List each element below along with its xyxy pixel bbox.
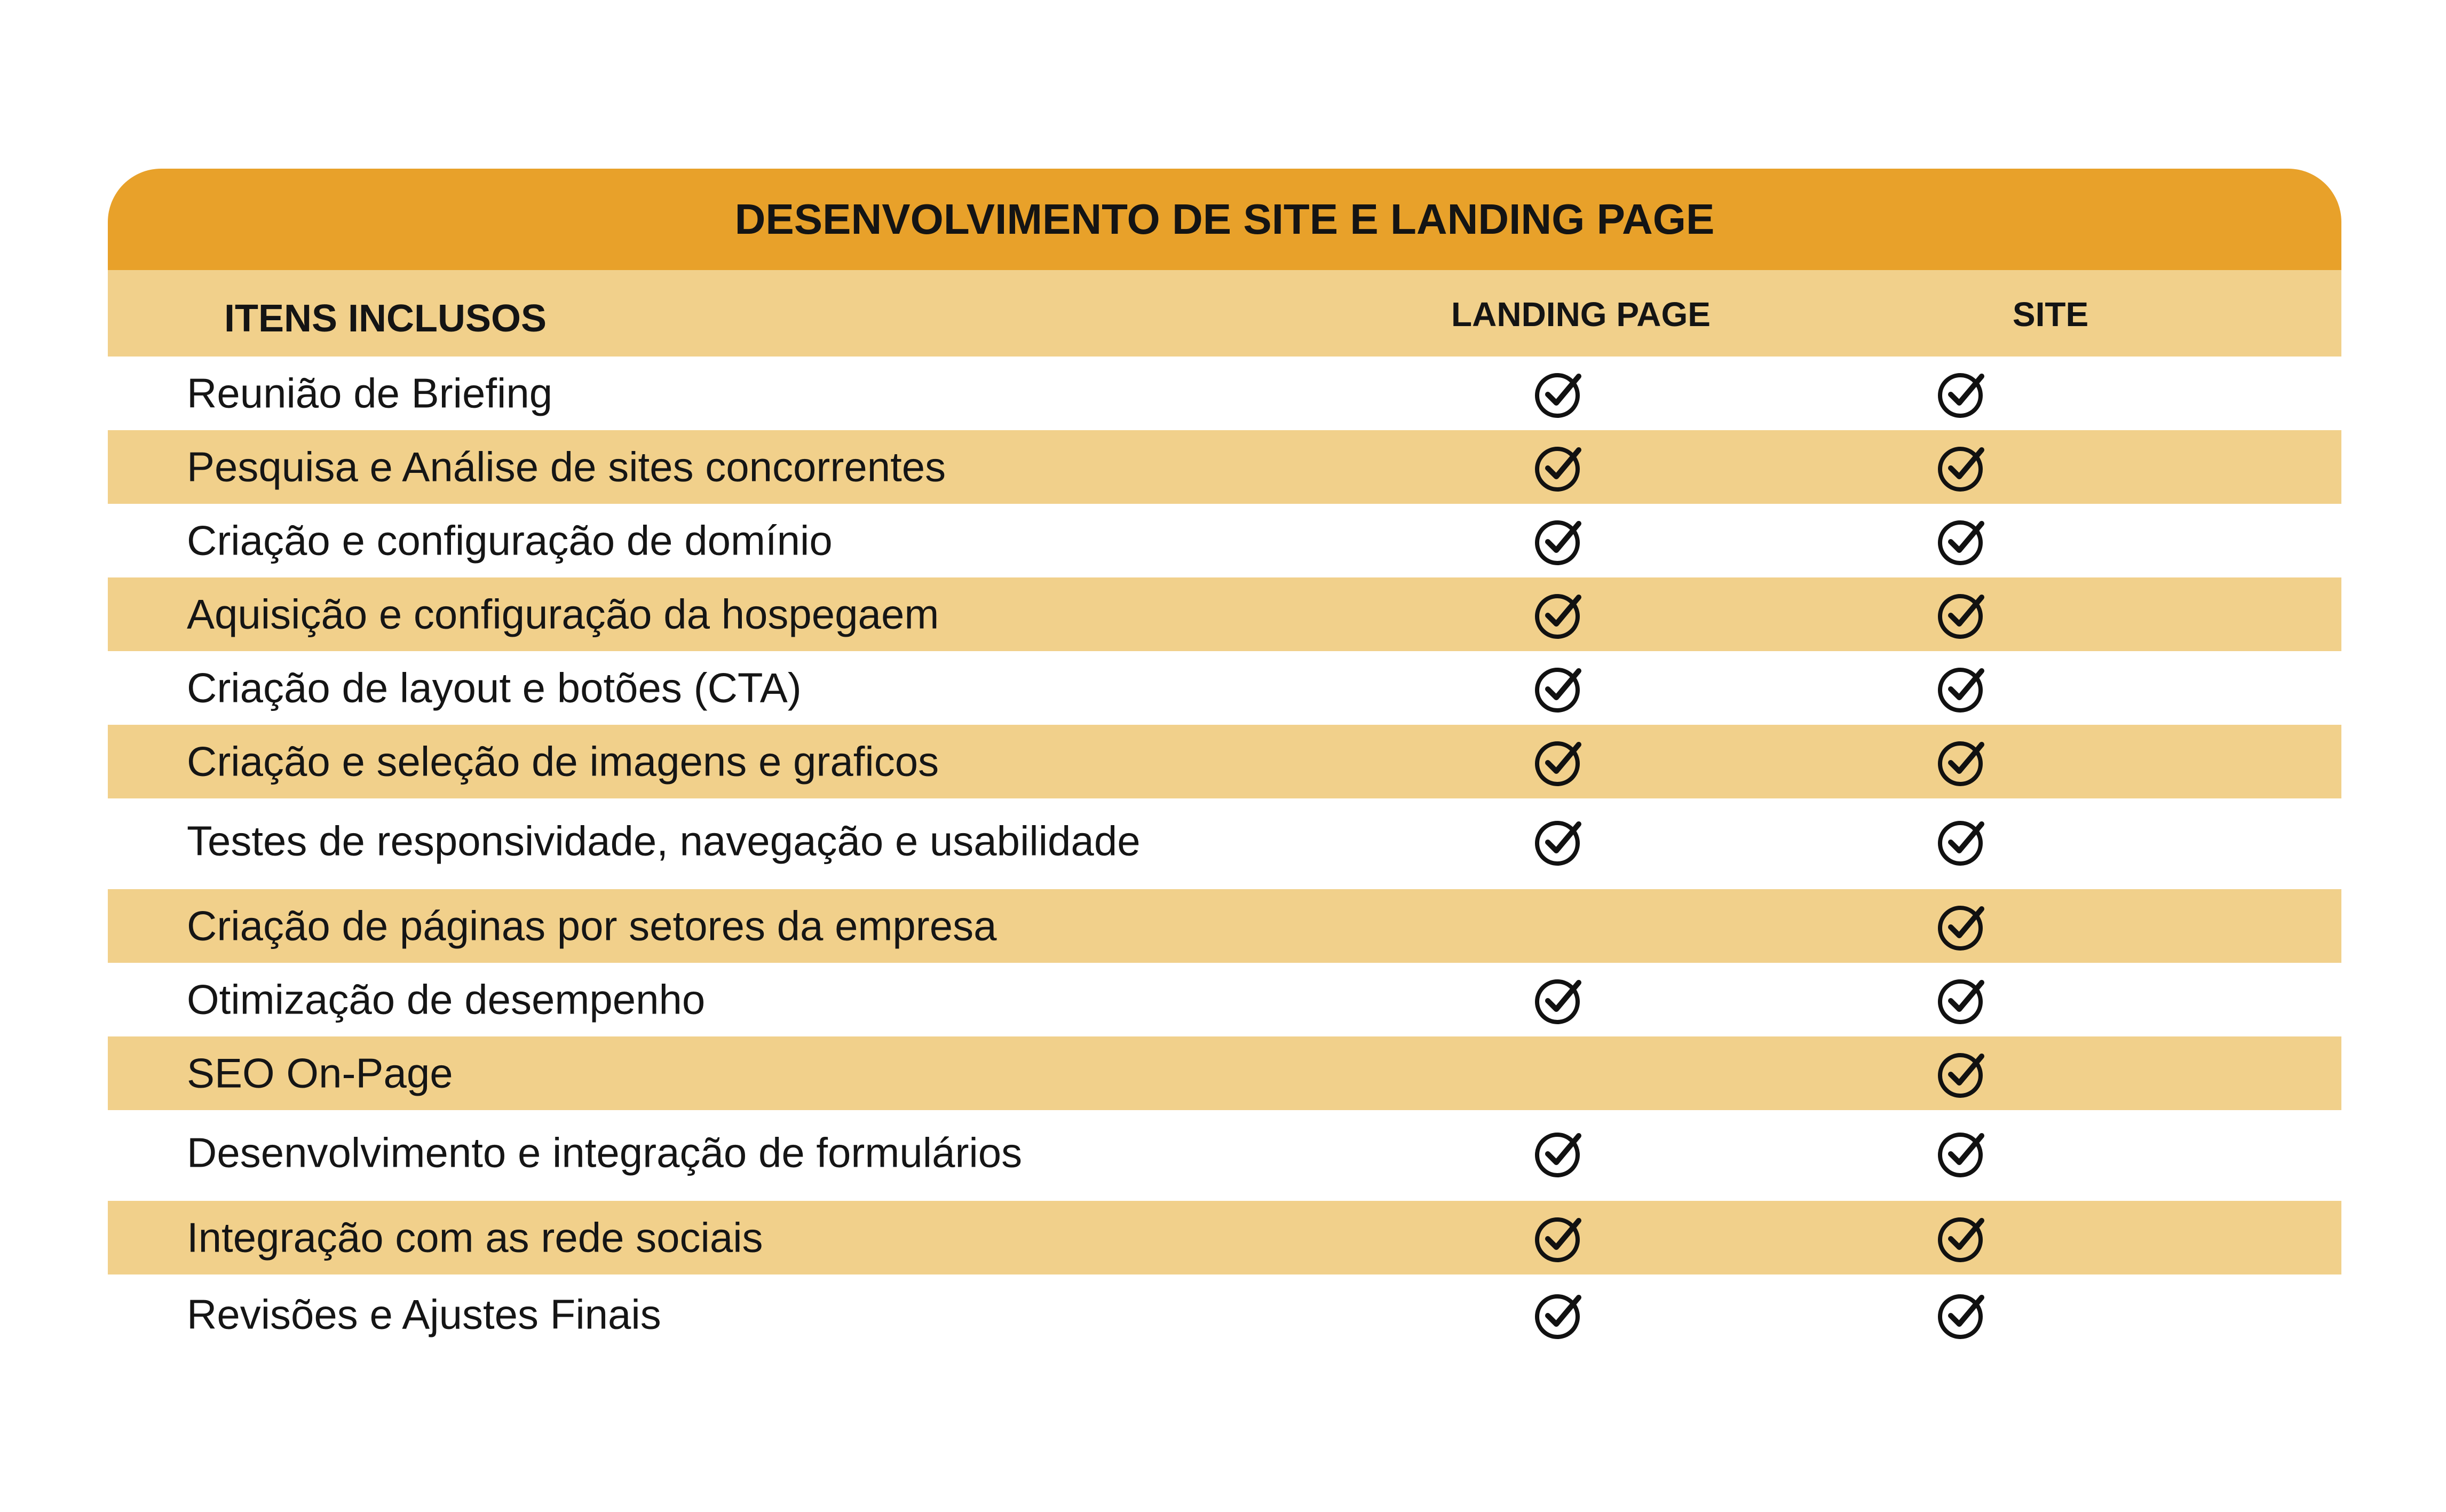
check-circle-icon (1936, 735, 1989, 788)
table-row (108, 651, 2341, 725)
row-label: Criação de layout e botões (CTA) (187, 664, 802, 711)
row-label: Desenvolvimento e integração de formulários (187, 1129, 1023, 1176)
header-landing-page: LANDING PAGE (1451, 295, 1711, 334)
check-circle-icon (1533, 588, 1586, 641)
check-circle-icon (1936, 814, 1989, 868)
check-circle-icon (1533, 1288, 1586, 1341)
row-label: Revisões e Ajustes Finais (187, 1291, 661, 1338)
check-circle-icon (1936, 661, 1989, 715)
check-circle-icon (1936, 899, 1989, 953)
check-circle-icon (1936, 514, 1989, 567)
row-label: Aquisição e configuração da hospegaem (187, 590, 939, 638)
table-title-bar (108, 169, 2341, 270)
check-circle-icon (1533, 735, 1586, 788)
row-label: Pesquisa e Análise de sites concorrentes (187, 443, 946, 490)
check-circle-icon (1533, 814, 1586, 868)
table-row (108, 504, 2341, 577)
header-items: ITENS INCLUSOS (224, 297, 547, 340)
check-circle-icon (1936, 973, 1989, 1026)
row-label: SEO On-Page (187, 1049, 453, 1097)
header-site: SITE (2012, 295, 2089, 334)
table-row (108, 430, 2341, 504)
table-row (108, 725, 2341, 798)
check-circle-icon (1936, 367, 1989, 420)
table-row (108, 1274, 2341, 1355)
row-label: Criação de páginas por setores da empresa (187, 902, 997, 949)
row-label: Criação e configuração de domínio (187, 517, 833, 564)
check-circle-icon (1936, 1211, 1989, 1264)
row-label: Otimização de desempenho (187, 976, 706, 1023)
check-circle-icon (1533, 514, 1586, 567)
row-label: Integração com as rede sociais (187, 1214, 763, 1261)
check-circle-icon (1533, 1211, 1586, 1264)
check-circle-icon (1936, 1047, 1989, 1100)
table-row (108, 1036, 2341, 1110)
check-circle-icon (1936, 1288, 1989, 1341)
row-label: Testes de responsividade, navegação e usabilidade (187, 817, 1141, 865)
table-title: DESENVOLVIMENTO DE SITE E LANDING PAGE (734, 195, 1715, 243)
table-row (108, 577, 2341, 651)
check-circle-icon (1533, 440, 1586, 494)
table-row (108, 889, 2341, 963)
check-circle-icon (1936, 440, 1989, 494)
table-row (108, 963, 2341, 1036)
row-label: Criação e seleção de imagens e graficos (187, 738, 939, 785)
check-circle-icon (1936, 588, 1989, 641)
check-circle-icon (1533, 367, 1586, 420)
check-circle-icon (1533, 1126, 1586, 1179)
check-circle-icon (1936, 1126, 1989, 1179)
row-label: Reunião de Briefing (187, 369, 553, 416)
table-header-row (108, 270, 2341, 357)
table-row (108, 357, 2341, 430)
check-circle-icon (1533, 973, 1586, 1026)
table-row (108, 798, 2341, 884)
table-row (108, 1201, 2341, 1274)
table-row (108, 1110, 2341, 1196)
check-circle-icon (1533, 661, 1586, 715)
